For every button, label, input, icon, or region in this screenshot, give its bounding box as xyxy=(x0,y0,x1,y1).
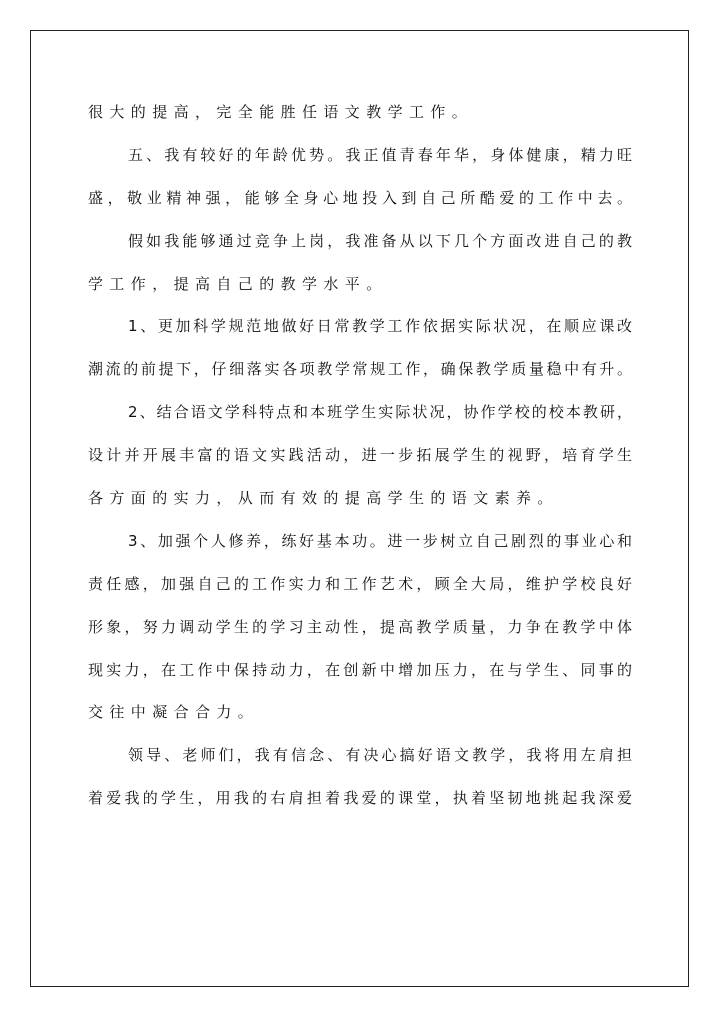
text-line: 潮流的前提下，仔细落实各项教学常规工作，确保教学质量稳中有升。 xyxy=(88,360,632,379)
text-line: 各方面的实力，从而有效的提高学生的语文素养。 xyxy=(88,489,559,508)
document-body xyxy=(88,98,632,827)
text-line: 责任感，加强自己的工作实力和工作艺术，顾全大局，维护学校良好 xyxy=(88,574,632,593)
text-line: 3、加强个人修养，练好基本功。进一步树立自己剧烈的事业心和 xyxy=(128,531,632,550)
text-line: 学工作，提高自己的教学水平。 xyxy=(88,274,388,293)
text-line: 领导、老师们，我有信念、有决心搞好语文教学，我将用左肩担 xyxy=(128,746,632,765)
text-line: 五、我有较好的年龄优势。我正值青春年华，身体健康，精力旺 xyxy=(128,145,632,164)
text-line: 设计并开展丰富的语文实践活动，进一步拓展学生的视野，培育学生 xyxy=(88,446,632,465)
text-line: 交往中凝合合力。 xyxy=(88,703,260,722)
text-line: 形象，努力调动学生的学习主动性，提高教学质量，力争在教学中体 xyxy=(88,617,632,636)
text-line: 1、更加科学规范地做好日常教学工作依据实际状况，在顺应课改 xyxy=(128,317,632,336)
text-line: 盛，敬业精神强，能够全身心地投入到自己所酷爱的工作中去。 xyxy=(88,188,632,207)
text-line: 假如我能够通过竞争上岗，我准备从以下几个方面改进自己的教 xyxy=(128,231,632,250)
text-line: 2、结合语文学科特点和本班学生实际状况，协作学校的校本教研， xyxy=(128,403,632,422)
text-line: 着爱我的学生，用我的右肩担着我爱的课堂，执着坚韧地挑起我深爱 xyxy=(88,789,632,808)
text-line: 现实力，在工作中保持动力，在创新中增加压力，在与学生、同事的 xyxy=(88,660,632,679)
text-line: 很大的提高，完全能胜任语文教学工作。 xyxy=(88,103,474,121)
